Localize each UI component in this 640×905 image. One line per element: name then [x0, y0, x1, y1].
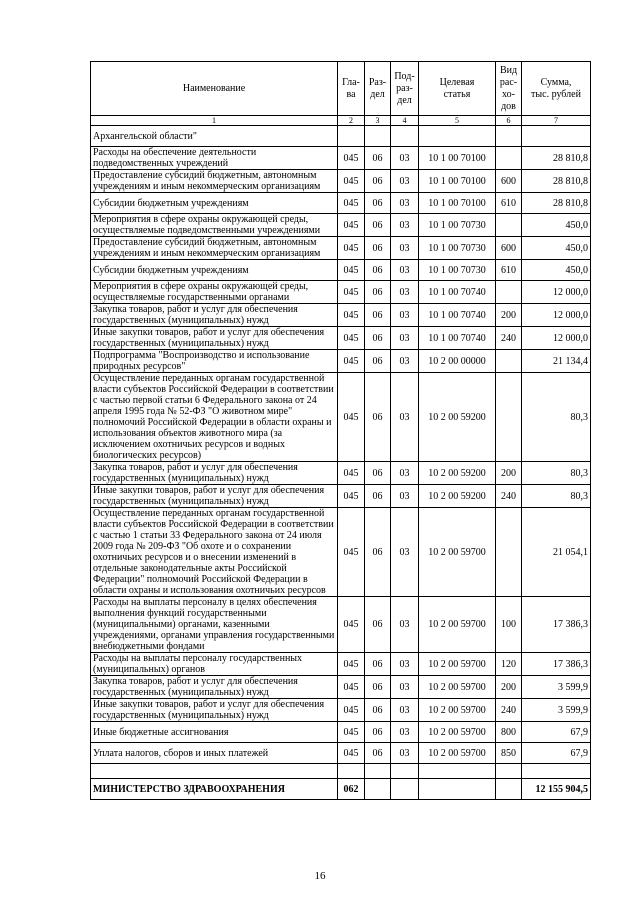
row-target: 10 1 00 70100 — [419, 147, 496, 170]
row-section: 06 — [365, 214, 391, 237]
table-header-row — [91, 62, 591, 116]
row-amount: 80,3 — [522, 373, 591, 462]
header-name: Наименование — [91, 62, 338, 116]
row-expense-type: 600 — [496, 170, 522, 193]
row-subsection: 03 — [391, 699, 419, 722]
header-section: Раз- дел — [365, 62, 391, 116]
row-target — [419, 126, 496, 147]
row-section — [365, 779, 391, 800]
row-section — [365, 126, 391, 147]
row-name: Иные закупки товаров, работ и услуг для обеспечения государственных (муниципальных) нужд — [91, 327, 338, 350]
row-name: Расходы на выплаты персоналу государственных (муниципальных) органов — [91, 653, 338, 676]
row-target: 10 2 00 59200 — [419, 462, 496, 485]
row-amount: 80,3 — [522, 485, 591, 508]
row-expense-type: 240 — [496, 699, 522, 722]
table-row — [91, 147, 591, 170]
table-row — [91, 281, 591, 304]
row-name: Субсидии бюджетным учреждениям — [91, 260, 338, 281]
header-expense-type: Вид рас- хо- дов — [496, 62, 522, 116]
row-target: 10 1 00 70740 — [419, 281, 496, 304]
row-section: 06 — [365, 193, 391, 214]
row-amount: 450,0 — [522, 214, 591, 237]
row-name: Уплата налогов, сборов и иных платежей — [91, 743, 338, 764]
row-section: 06 — [365, 597, 391, 653]
spacer-cell — [391, 764, 419, 779]
table-row — [91, 373, 591, 462]
row-subsection: 03 — [391, 597, 419, 653]
row-expense-type — [496, 350, 522, 373]
column-number: 6 — [496, 116, 522, 126]
column-number: 1 — [91, 116, 338, 126]
spacer-cell — [91, 764, 338, 779]
row-section: 06 — [365, 350, 391, 373]
row-chapter: 045 — [338, 485, 365, 508]
row-chapter: 062 — [338, 779, 365, 800]
row-section: 06 — [365, 699, 391, 722]
header-subsection: Под- раз- дел — [391, 62, 419, 116]
spacer-cell — [365, 764, 391, 779]
column-number: 3 — [365, 116, 391, 126]
row-expense-type: 610 — [496, 193, 522, 214]
row-subsection: 03 — [391, 743, 419, 764]
spacer-cell — [522, 764, 591, 779]
table-row — [91, 260, 591, 281]
table-row — [91, 237, 591, 260]
row-name: Иные закупки товаров, работ и услуг для обеспечения государственных (муниципальных) нужд — [91, 699, 338, 722]
row-section: 06 — [365, 722, 391, 743]
table-row — [91, 214, 591, 237]
row-subsection: 03 — [391, 304, 419, 327]
spacer-cell — [496, 764, 522, 779]
row-subsection: 03 — [391, 350, 419, 373]
row-section: 06 — [365, 462, 391, 485]
row-subsection: 03 — [391, 281, 419, 304]
row-name: Предоставление субсидий бюджетным, автономным учреждениям и иным некоммерческим организациям — [91, 170, 338, 193]
row-expense-type — [496, 126, 522, 147]
row-target: 10 2 00 59700 — [419, 699, 496, 722]
row-chapter: 045 — [338, 237, 365, 260]
row-amount: 28 810,8 — [522, 193, 591, 214]
row-name: Закупка товаров, работ и услуг для обеспечения государственных (муниципальных) нужд — [91, 462, 338, 485]
row-amount: 12 155 904,5 — [522, 779, 591, 800]
row-target: 10 1 00 70100 — [419, 170, 496, 193]
row-chapter — [338, 126, 365, 147]
row-target: 10 2 00 59700 — [419, 597, 496, 653]
row-subsection: 03 — [391, 170, 419, 193]
table-row — [91, 722, 591, 743]
row-target: 10 2 00 59200 — [419, 485, 496, 508]
row-expense-type: 800 — [496, 722, 522, 743]
row-name: Закупка товаров, работ и услуг для обеспечения государственных (муниципальных) нужд — [91, 304, 338, 327]
column-number: 7 — [522, 116, 591, 126]
row-amount: 21 134,4 — [522, 350, 591, 373]
row-section: 06 — [365, 743, 391, 764]
row-amount: 80,3 — [522, 462, 591, 485]
row-target: 10 1 00 70730 — [419, 260, 496, 281]
row-chapter: 045 — [338, 281, 365, 304]
row-expense-type — [496, 779, 522, 800]
row-section: 06 — [365, 304, 391, 327]
row-section: 06 — [365, 260, 391, 281]
spacer-cell — [419, 764, 496, 779]
row-target: 10 2 00 59700 — [419, 653, 496, 676]
row-expense-type: 120 — [496, 653, 522, 676]
row-expense-type: 610 — [496, 260, 522, 281]
table-row — [91, 304, 591, 327]
row-amount: 450,0 — [522, 237, 591, 260]
row-subsection: 03 — [391, 653, 419, 676]
row-expense-type: 100 — [496, 597, 522, 653]
row-subsection: 03 — [391, 214, 419, 237]
row-section: 06 — [365, 485, 391, 508]
row-chapter: 045 — [338, 699, 365, 722]
row-subsection: 03 — [391, 193, 419, 214]
column-number: 4 — [391, 116, 419, 126]
row-amount: 28 810,8 — [522, 170, 591, 193]
row-section: 06 — [365, 676, 391, 699]
row-name: Расходы на выплаты персоналу в целях обеспечения выполнения функций государственными (муниципальными) органами, казенными учреждениями, органами управления государственными внебюджетными фондами — [91, 597, 338, 653]
row-expense-type: 850 — [496, 743, 522, 764]
row-amount: 21 054,1 — [522, 508, 591, 597]
row-subsection: 03 — [391, 147, 419, 170]
header-target: Целевая статья — [419, 62, 496, 116]
table-row — [91, 350, 591, 373]
row-subsection: 03 — [391, 485, 419, 508]
row-chapter: 045 — [338, 743, 365, 764]
row-target: 10 2 00 59700 — [419, 743, 496, 764]
row-target: 10 2 00 59700 — [419, 508, 496, 597]
row-expense-type: 240 — [496, 327, 522, 350]
table-row — [91, 170, 591, 193]
row-name: Предоставление субсидий бюджетным, автономным учреждениям и иным некоммерческим организациям — [91, 237, 338, 260]
row-section: 06 — [365, 653, 391, 676]
row-target: 10 2 00 59700 — [419, 722, 496, 743]
row-section: 06 — [365, 281, 391, 304]
row-target: 10 1 00 70730 — [419, 237, 496, 260]
row-chapter: 045 — [338, 193, 365, 214]
row-chapter: 045 — [338, 350, 365, 373]
row-section: 06 — [365, 373, 391, 462]
row-amount: 17 386,3 — [522, 653, 591, 676]
row-expense-type — [496, 281, 522, 304]
row-subsection: 03 — [391, 676, 419, 699]
row-subsection: 03 — [391, 373, 419, 462]
row-chapter: 045 — [338, 722, 365, 743]
row-subsection: 03 — [391, 237, 419, 260]
row-name: Осуществление переданных органам государственной власти субъектов Российской Федерации в соответствии с частью 1 статьи 33 Федерального закона от 24 июля 2009 года № 209-ФЗ "Об охоте и о сохранении охотничьих ресурсов и о внесении изменений в отдельные законодательные акты Российской Федерации" полномочий Российской Федерации в области охраны и использования охотничьих ресурсов — [91, 508, 338, 597]
row-chapter: 045 — [338, 597, 365, 653]
row-expense-type: 240 — [496, 485, 522, 508]
row-target: 10 1 00 70740 — [419, 327, 496, 350]
row-expense-type: 200 — [496, 304, 522, 327]
row-chapter: 045 — [338, 214, 365, 237]
row-target: 10 1 00 70740 — [419, 304, 496, 327]
row-target: 10 1 00 70730 — [419, 214, 496, 237]
row-chapter: 045 — [338, 304, 365, 327]
row-subsection — [391, 779, 419, 800]
row-amount: 12 000,0 — [522, 281, 591, 304]
row-expense-type — [496, 214, 522, 237]
row-chapter: 045 — [338, 170, 365, 193]
row-subsection — [391, 126, 419, 147]
row-chapter: 045 — [338, 260, 365, 281]
row-expense-type — [496, 508, 522, 597]
row-target: 10 2 00 59200 — [419, 373, 496, 462]
table-row — [91, 327, 591, 350]
table-row — [91, 193, 591, 214]
header-amount: Сумма, тыс. рублей — [522, 62, 591, 116]
column-number-row — [91, 116, 591, 126]
row-amount: 67,9 — [522, 722, 591, 743]
row-name: Субсидии бюджетным учреждениям — [91, 193, 338, 214]
row-target — [419, 779, 496, 800]
table-row — [91, 462, 591, 485]
row-name: Подпрограмма "Воспроизводство и использование природных ресурсов" — [91, 350, 338, 373]
row-expense-type — [496, 147, 522, 170]
row-section: 06 — [365, 147, 391, 170]
row-amount: 12 000,0 — [522, 304, 591, 327]
row-amount: 3 599,9 — [522, 699, 591, 722]
table-row — [91, 126, 591, 147]
row-name: Иные бюджетные ассигнования — [91, 722, 338, 743]
table-row — [91, 676, 591, 699]
row-target: 10 2 00 00000 — [419, 350, 496, 373]
row-amount: 12 000,0 — [522, 327, 591, 350]
table-row — [91, 485, 591, 508]
row-chapter: 045 — [338, 373, 365, 462]
row-name: Мероприятия в сфере охраны окружающей среды, осуществляемые подведомственными учреждениями — [91, 214, 338, 237]
column-number: 2 — [338, 116, 365, 126]
row-name: Расходы на обеспечение деятельности подведомственных учреждений — [91, 147, 338, 170]
row-target: 10 2 00 59700 — [419, 676, 496, 699]
row-subsection: 03 — [391, 462, 419, 485]
table-row — [91, 508, 591, 597]
row-chapter: 045 — [338, 147, 365, 170]
table-row — [91, 699, 591, 722]
header-chapter: Гла- ва — [338, 62, 365, 116]
row-chapter: 045 — [338, 676, 365, 699]
row-name: Мероприятия в сфере охраны окружающей среды, осуществляемые государственными органами — [91, 281, 338, 304]
row-name: Архангельской области" — [91, 126, 338, 147]
row-section: 06 — [365, 327, 391, 350]
table-row — [91, 743, 591, 764]
row-amount: 17 386,3 — [522, 597, 591, 653]
row-section: 06 — [365, 237, 391, 260]
row-amount — [522, 126, 591, 147]
row-amount: 450,0 — [522, 260, 591, 281]
row-chapter: 045 — [338, 462, 365, 485]
table-row — [91, 653, 591, 676]
spacer-row — [91, 764, 591, 779]
row-amount: 28 810,8 — [522, 147, 591, 170]
row-amount: 3 599,9 — [522, 676, 591, 699]
row-subsection: 03 — [391, 327, 419, 350]
row-expense-type: 600 — [496, 237, 522, 260]
row-expense-type: 200 — [496, 676, 522, 699]
row-name: Осуществление переданных органам государственной власти субъектов Российской Федерации в соответствии с частью первой статьи 6 Федерального закона от 24 апреля 1995 года № 52-ФЗ "О животном мире" полномочий Российской Федерации в области охраны и использования объектов животного мира (за исключением охотничьих ресурсов и водных биологических ресурсов) — [91, 373, 338, 462]
row-target: 10 1 00 70100 — [419, 193, 496, 214]
row-subsection: 03 — [391, 722, 419, 743]
row-section: 06 — [365, 170, 391, 193]
table-row — [91, 597, 591, 653]
row-name: Иные закупки товаров, работ и услуг для обеспечения государственных (муниципальных) нужд — [91, 485, 338, 508]
total-row — [91, 779, 591, 800]
budget-table — [90, 61, 591, 800]
row-subsection: 03 — [391, 260, 419, 281]
column-number: 5 — [419, 116, 496, 126]
row-subsection: 03 — [391, 508, 419, 597]
row-name: МИНИСТЕРСТВО ЗДРАВООХРАНЕНИЯ — [91, 779, 338, 800]
row-amount: 67,9 — [522, 743, 591, 764]
row-chapter: 045 — [338, 508, 365, 597]
row-section: 06 — [365, 508, 391, 597]
row-chapter: 045 — [338, 653, 365, 676]
row-expense-type — [496, 373, 522, 462]
row-name: Закупка товаров, работ и услуг для обеспечения государственных (муниципальных) нужд — [91, 676, 338, 699]
spacer-cell — [338, 764, 365, 779]
page-number: 16 — [314, 870, 326, 882]
row-expense-type: 200 — [496, 462, 522, 485]
row-chapter: 045 — [338, 327, 365, 350]
